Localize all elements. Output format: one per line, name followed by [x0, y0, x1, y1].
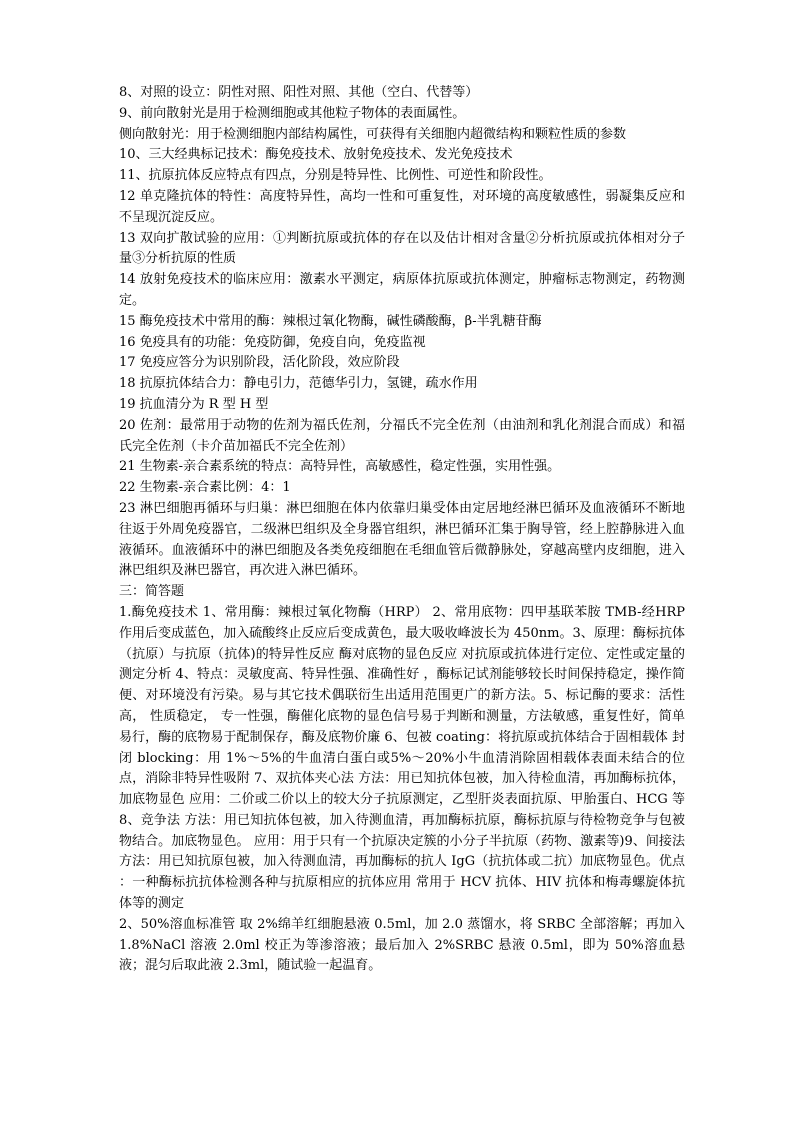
item-19-antiserum-types: 19 抗血清分为 R 型 H 型: [119, 396, 269, 412]
document-body: [119, 83, 685, 977]
item-21-biotin-avidin-features: 21 生物素-亲合素系统的特点：高特异性，高敏感性，稳定性强，实用性强。: [119, 459, 561, 475]
item-15-enzymes: 15 酶免疫技术中常用的酶：辣根过氧化物酶，碱性磷酸酶，β-半乳糖苷酶: [119, 313, 542, 329]
item-12-monoclonal-antibody: 12 单克隆抗体的特性：高度特异性，高均一性和可重复性，对环境的高度敏感性，弱凝集反应和不呈现沉淀反应。: [119, 188, 685, 225]
item-9-forward-scatter: 9、前向散射光是用于检测细胞或其他粒子物体的表面属性。: [119, 105, 466, 121]
item-23-lymphocyte-recirculation: 23 淋巴细胞再循环与归巢：淋巴细胞在体内依靠归巢受体由定居地经淋巴循环及血液循环不断地往返于外周免疫器官，二级淋巴组织及全身器官组织，淋巴循环汇集于胸导管，经上腔静脉进入血液循环。血液循环中的淋巴细胞及各类免疫细胞在毛细血管后微静脉处，穿越高壁内皮细胞，进入淋巴组织及淋巴器官，再次进入淋巴循环。: [119, 500, 685, 579]
item-8-controls: 8、对照的设立：阴性对照、阳性对照、其他（空白、代替等）: [119, 85, 479, 100]
item-20-adjuvants: 20 佐剂：最常用于动物的佐剂为福氏佐剂，分福氏不完全佐剂（由油剂和乳化剂混合而成）和福氏完全佐剂（卡介苗加福氏不完全佐剂）: [119, 417, 685, 454]
side-scatter-definition: 侧向散射光：用于检测细胞内部结构属性，可获得有关细胞内超微结构和颗粒性质的参数: [119, 126, 627, 142]
item-11-antigen-antibody-features: 11、抗原抗体反应特点有四点，分别是特异性、比例性、可逆性和阶段性。: [119, 168, 552, 184]
item-10-labeling-techniques: 10、三大经典标记技术：酶免疫技术、放射免疫技术、发光免疫技术: [119, 147, 513, 163]
answer-1-enzyme-immunoassay: 1.酶免疫技术 1、常用酶：辣根过氧化物酶（HRP） 2、常用底物：四甲基联苯胺 TMB-经HRP 作用后变成蓝色，加入硫酸终止反应后变成黄色，最大吸收峰波长为 450nm。3、原理：酶标抗体（抗原）与抗原（抗体)的特异性反应 酶对底物的显色反应 对抗原或抗体进行定位、定性或定量的测定分析 4、特点：灵敏度高、特异性强、准确性好 ，酶标记试剂能够较长时间保持稳定，操作简便、对环境没有污染。易与其它技术偶联衍生出适用范围更广的新方法。5、标记酶的要求：活性高， 性质稳定， 专一性强，酶催化底物的显色信号易于判断和测量，方法敏感，重复性好，简单易行，酶的底物易于配制保存，酶及底物价廉 6、包被 coating：将抗原或抗体结合于固相载体 封闭 blocking：用 1%～5%的牛血清白蛋白或5%～20%小牛血清消除固相载体表面未结合的位点，消除非特异性吸附 7、双抗体夹心法 方法：用已知抗体包被，加入待检血清，再加酶标抗体，加底物显色 应用：二价或二价以上的较大分子抗原测定，乙型肝炎表面抗原、甲胎蛋白、HCG 等 8、竞争法 方法：用已知抗体包被，加入待测血清，再加酶标抗原，酶标抗原与待检物竞争与包被物结合。加底物显色。 应用：用于只有一个抗原决定簇的小分子半抗原（药物、激素等)9、间接法 方法：用已知抗原包被，加入待测血清，再加酶标的抗人 IgG（抗抗体或二抗）加底物显色。优点 ：一种酶标抗抗体检测各种与抗原相应的抗体应用 常用于 HCV 抗体、HIV 抗体和梅毒螺旋体抗体等的测定: [119, 604, 685, 912]
item-14-radioimmunoassay: 14 放射免疫技术的临床应用：激素水平测定，病原体抗原或抗体测定，肿瘤标志物测定，药物测定。: [119, 272, 685, 308]
item-13-double-diffusion: 13 双向扩散试验的应用：①判断抗原或抗体的存在以及估计相对含量②分析抗原或抗体相对分子量③分析抗原的性质: [119, 230, 685, 267]
item-22-biotin-avidin-ratio: 22 生物素-亲合素比例：4：1: [119, 480, 291, 496]
item-17-immune-response-stages: 17 免疫应答分为识别阶段，活化阶段，效应阶段: [119, 355, 400, 371]
answer-2-hemolysis-standard: 2、50%溶血标准管 取 2%绵羊红细胞悬液 0.5ml，加 2.0 蒸馏水，将 SRBC 全部溶解；再加入 1.8%NaCl 溶液 2.0ml 校正为等渗溶液；最后加入 2%SRBC 悬液 0.5ml，即为 50%溶血悬液；混匀后取此液 2.3ml，随试验一起温育。: [119, 916, 685, 974]
section-heading-short-answer: 三：简答题: [119, 584, 185, 600]
item-18-binding-forces: 18 抗原抗体结合力：静电引力，范德华引力，氢键，疏水作用: [119, 376, 478, 392]
item-16-immune-functions: 16 免疫具有的功能：免疫防御，免疫自向，免疫监视: [119, 334, 426, 350]
